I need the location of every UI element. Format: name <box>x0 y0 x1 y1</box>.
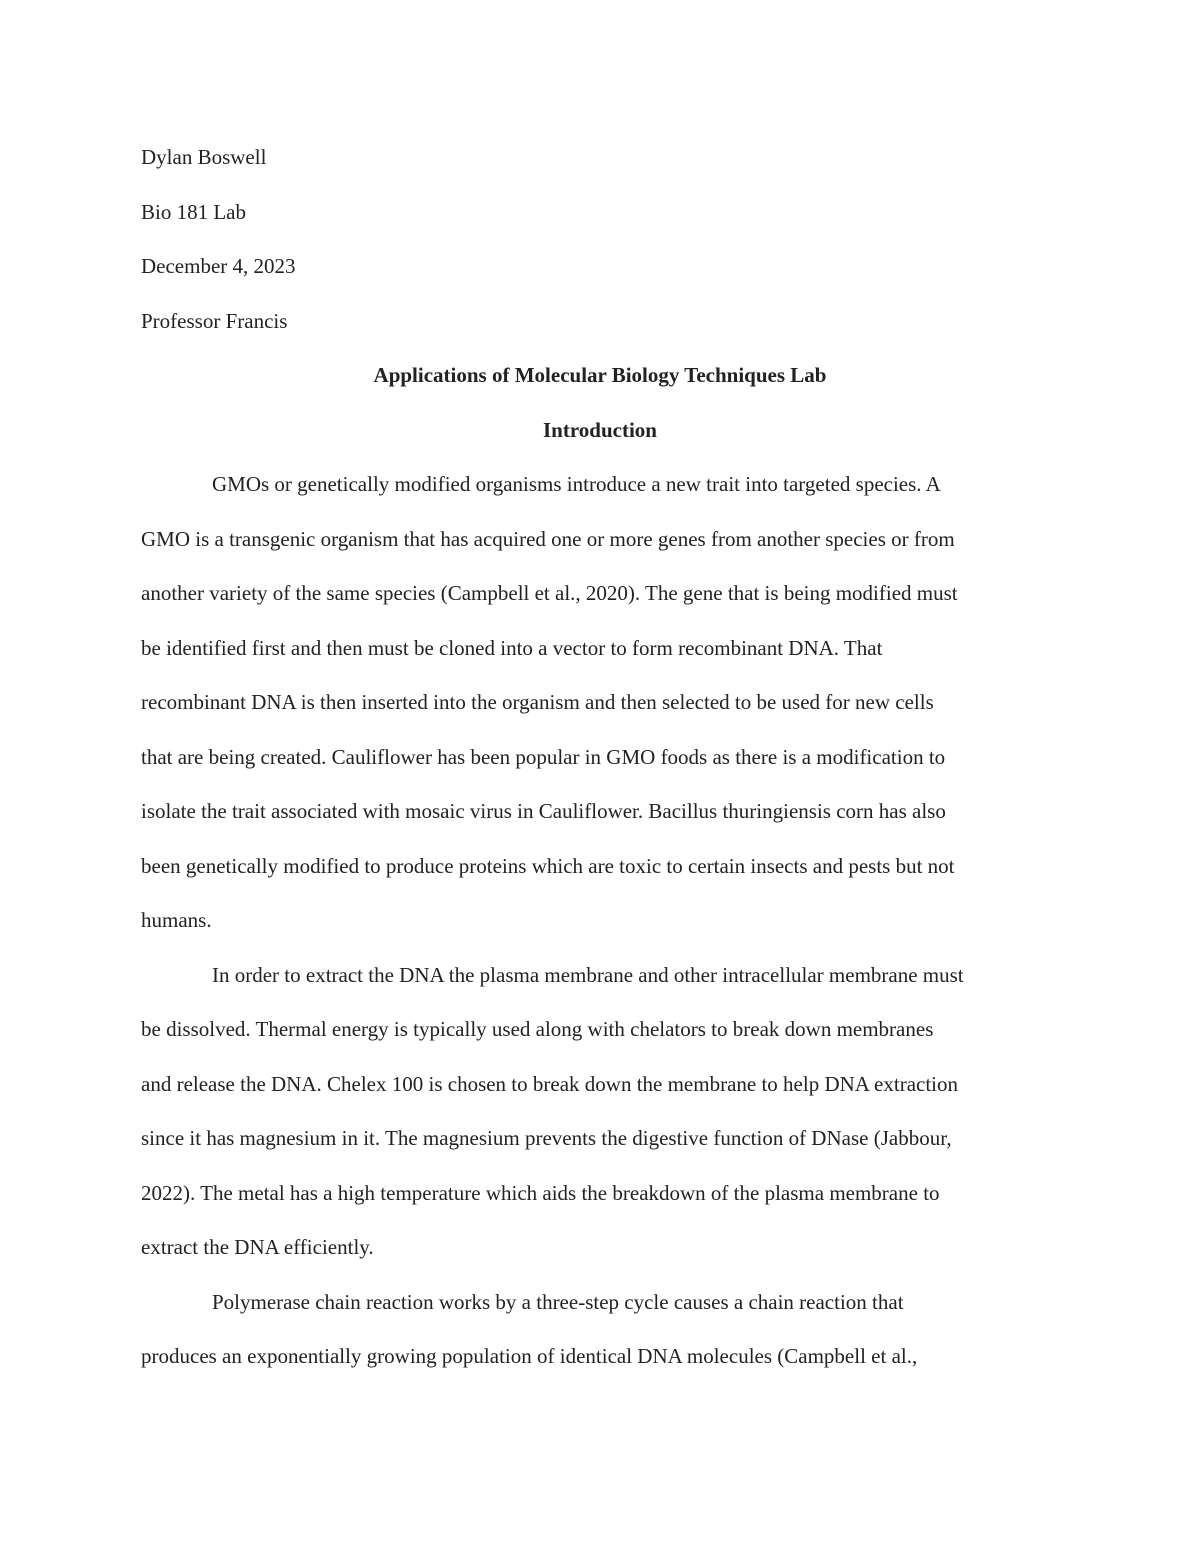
paragraph-line: Polymerase chain reaction works by a three-step cycle causes a chain reaction that <box>212 1289 904 1314</box>
paragraph-pcr <box>141 1275 1059 1384</box>
paragraph-line: In order to extract the DNA the plasma membrane and other intracellular membrane must <box>212 962 964 987</box>
document-body <box>141 130 1059 1384</box>
paragraph-line: be dissolved. Thermal energy is typically used along with chelators to break down membranes <box>141 1017 934 1041</box>
document-title: Applications of Molecular Biology Techniques Lab <box>373 363 827 387</box>
paragraph-line: isolate the trait associated with mosaic virus in Cauliflower. Bacillus thuringiensis corn has also <box>141 799 946 823</box>
author-name: Dylan Boswell <box>141 145 267 169</box>
paragraph-line: GMO is a transgenic organism that has acquired one or more genes from another species or from <box>141 526 955 551</box>
paragraph-line: 2022). The metal has a high temperature which aids the breakdown of the plasma membrane to <box>141 1180 940 1205</box>
paragraph-line: another variety of the same species (Campbell et al., 2020). The gene that is being modified must <box>141 581 958 605</box>
paragraph-line: humans. <box>141 908 212 932</box>
paragraph-line: been genetically modified to produce proteins which are toxic to certain insects and pests but not <box>141 853 955 878</box>
paragraph-dna-extraction <box>141 948 1059 1275</box>
paragraph-line: that are being created. Cauliflower has been popular in GMO foods as there is a modification to <box>141 744 946 769</box>
paragraph-line: and release the DNA. Chelex 100 is chosen to break down the membrane to help DNA extraction <box>141 1071 959 1096</box>
paragraph-line: since it has magnesium in it. The magnesium prevents the digestive function of DNase (Jabbour, <box>141 1126 952 1150</box>
paragraph-gmo <box>141 457 1059 948</box>
paragraph-line: recombinant DNA is then inserted into the organism and then selected to be used for new cells <box>141 690 934 714</box>
professor-name: Professor Francis <box>141 308 288 333</box>
paragraph-line: extract the DNA efficiently. <box>141 1235 374 1259</box>
course-name: Bio 181 Lab <box>141 199 246 224</box>
paragraph-line: be identified first and then must be cloned into a vector to form recombinant DNA. That <box>141 635 883 660</box>
document-date: December 4, 2023 <box>141 254 296 278</box>
paragraph-line: GMOs or genetically modified organisms introduce a new trait into targeted species. A <box>212 472 941 496</box>
section-heading: Introduction <box>543 417 657 442</box>
paragraph-line: produces an exponentially growing population of identical DNA molecules (Campbell et al., <box>141 1344 918 1368</box>
